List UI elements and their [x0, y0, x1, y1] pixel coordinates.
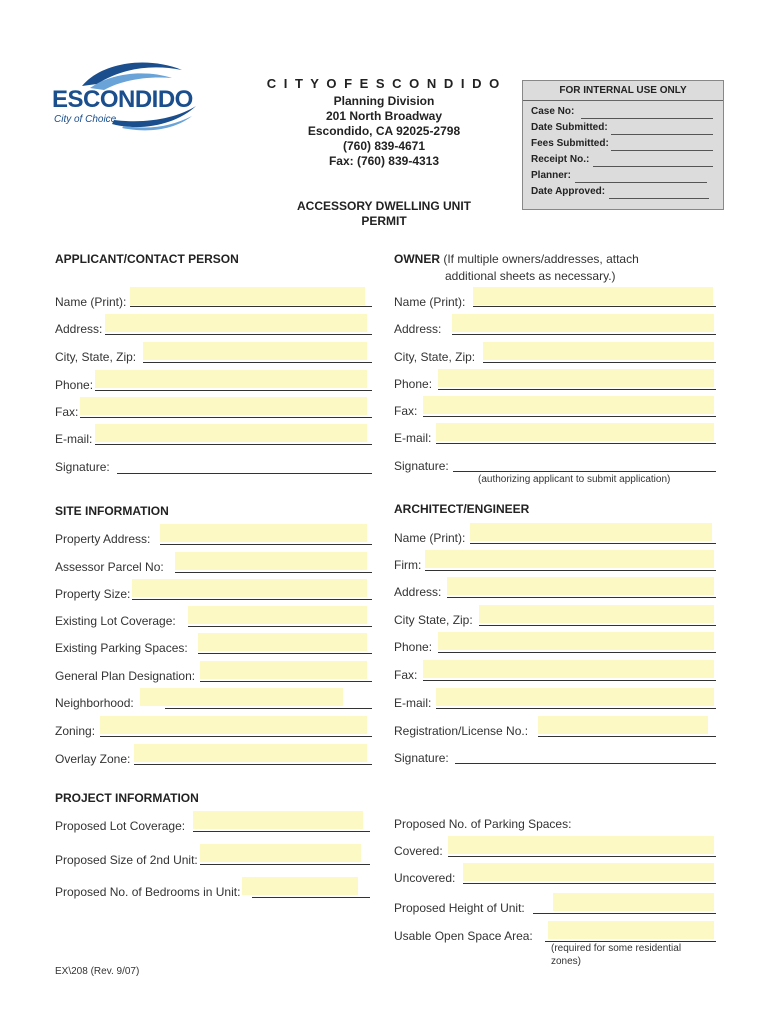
applicant-phone-input[interactable] — [95, 370, 367, 388]
internal-use-box — [522, 80, 724, 210]
form-id: EX\208 (Rev. 9/07) — [55, 966, 140, 977]
case-no-label: Case No: — [531, 106, 575, 117]
property-size-label: Property Size: — [55, 587, 131, 601]
owner-heading-note-2: additional sheets as necessary.) — [445, 269, 616, 283]
applicant-phone-label: Phone: — [55, 378, 94, 392]
architect-firm-input[interactable] — [425, 550, 714, 568]
applicant-city-label: City, State, Zip: — [55, 350, 137, 364]
architect-phone-label: Phone: — [394, 640, 433, 654]
zoning-label: Zoning: — [55, 724, 96, 738]
architect-email-input[interactable] — [436, 688, 714, 706]
owner-email-label: E-mail: — [394, 431, 432, 445]
open-space-input[interactable] — [548, 921, 714, 939]
date-submitted-label: Date Submitted: — [531, 122, 608, 133]
proposed-lot-coverage-label: Proposed Lot Coverage: — [55, 819, 186, 833]
architect-name-input[interactable] — [470, 523, 712, 541]
applicant-email-label: E-mail: — [55, 432, 93, 446]
owner-phone-label: Phone: — [394, 377, 433, 391]
applicant-address-input[interactable] — [105, 314, 367, 332]
internal-use-title: FOR INTERNAL USE ONLY — [559, 85, 687, 96]
owner-city-label: City, State, Zip: — [394, 350, 476, 364]
date-approved-label: Date Approved: — [531, 186, 606, 197]
address-line-1: 201 North Broadway — [325, 109, 443, 123]
logo-tagline: City of Choice — [54, 114, 117, 125]
covered-input[interactable] — [448, 836, 714, 854]
property-address-input[interactable] — [160, 524, 367, 542]
applicant-fax-input[interactable] — [80, 397, 367, 415]
covered-label: Covered: — [394, 844, 443, 858]
fees-submitted-label: Fees Submitted: — [531, 138, 609, 149]
property-size-input[interactable] — [132, 579, 367, 597]
phone-number: (760) 839-4671 — [342, 139, 426, 153]
proposed-height-input[interactable] — [553, 893, 714, 911]
site-heading: SITE INFORMATION — [55, 504, 169, 518]
parcel-no-label: Assessor Parcel No: — [55, 560, 164, 574]
proposed-height-label: Proposed Height of Unit: — [394, 901, 525, 915]
architect-firm-label: Firm: — [394, 558, 422, 572]
uncovered-input[interactable] — [463, 863, 714, 881]
city-logo — [52, 58, 200, 136]
project-heading: PROJECT INFORMATION — [55, 791, 199, 805]
planner-label: Planner: — [531, 170, 572, 181]
owner-city-input[interactable] — [483, 342, 714, 360]
form-title-line-2: PERMIT — [361, 214, 407, 228]
architect-fax-input[interactable] — [423, 660, 714, 678]
owner-name-input[interactable] — [473, 287, 713, 305]
owner-phone-input[interactable] — [438, 369, 714, 387]
open-space-note-1: (required for some residential — [551, 943, 682, 954]
proposed-size-input[interactable] — [200, 844, 361, 862]
division-name: Planning Division — [333, 94, 435, 108]
applicant-email-input[interactable] — [95, 424, 367, 442]
form-title-line-1: ACCESSORY DWELLING UNIT — [296, 199, 471, 213]
owner-heading-note: (If multiple owners/addresses, attach — [440, 252, 639, 266]
uncovered-label: Uncovered: — [394, 871, 456, 885]
owner-heading-title: OWNER — [394, 252, 440, 266]
general-plan-input[interactable] — [200, 661, 367, 679]
architect-city-label: City State, Zip: — [394, 613, 473, 627]
address-line-2: Escondido, CA 92025-2798 — [307, 124, 461, 138]
overlay-zone-input[interactable] — [134, 744, 367, 762]
existing-lot-coverage-label: Existing Lot Coverage: — [55, 614, 176, 628]
proposed-lot-coverage-input[interactable] — [193, 811, 363, 829]
open-space-label: Usable Open Space Area: — [394, 929, 533, 943]
owner-address-label: Address: — [394, 322, 442, 336]
zoning-input[interactable] — [100, 716, 367, 734]
applicant-fax-label: Fax: — [55, 405, 79, 419]
owner-fax-input[interactable] — [423, 396, 714, 414]
applicant-name-input[interactable] — [130, 287, 365, 305]
architect-name-label: Name (Print): — [394, 531, 466, 545]
architect-address-input[interactable] — [447, 577, 714, 595]
proposed-bedrooms-label: Proposed No. of Bedrooms in Unit: — [55, 885, 241, 899]
architect-heading: ARCHITECT/ENGINEER — [394, 502, 530, 516]
owner-email-input[interactable] — [436, 423, 714, 441]
owner-fax-label: Fax: — [394, 404, 418, 418]
general-plan-label: General Plan Designation: — [55, 669, 196, 683]
owner-signature-label: Signature: — [394, 459, 449, 473]
property-address-label: Property Address: — [55, 532, 151, 546]
fax-number: Fax: (760) 839-4313 — [328, 154, 440, 168]
applicant-address-label: Address: — [55, 322, 103, 336]
architect-signature-label: Signature: — [394, 751, 449, 765]
proposed-parking-label: Proposed No. of Parking Spaces: — [394, 817, 572, 831]
overlay-zone-label: Overlay Zone: — [55, 752, 131, 766]
owner-name-label: Name (Print): — [394, 295, 466, 309]
existing-parking-input[interactable] — [198, 633, 367, 651]
owner-address-input[interactable] — [452, 314, 714, 332]
neighborhood-input[interactable] — [140, 688, 343, 706]
proposed-size-label: Proposed Size of 2nd Unit: — [55, 853, 198, 867]
applicant-signature-line[interactable] — [117, 473, 372, 474]
license-no-label: Registration/License No.: — [394, 724, 529, 738]
owner-signature-note: (authorizing applicant to submit application) — [478, 474, 671, 485]
logo-name: ESCONDIDO — [52, 86, 193, 113]
applicant-heading: APPLICANT/CONTACT PERSON — [55, 252, 239, 266]
applicant-signature-label: Signature: — [55, 460, 110, 474]
existing-lot-coverage-input[interactable] — [188, 606, 367, 624]
owner-heading — [394, 252, 639, 266]
architect-city-input[interactable] — [479, 605, 714, 623]
open-space-note-2: zones) — [551, 956, 582, 967]
architect-address-label: Address: — [394, 585, 442, 599]
architect-phone-input[interactable] — [438, 632, 714, 650]
receipt-no-label: Receipt No.: — [531, 154, 590, 165]
neighborhood-label: Neighborhood: — [55, 696, 134, 710]
license-no-input[interactable] — [538, 716, 708, 734]
applicant-name-label: Name (Print): — [55, 295, 127, 309]
applicant-city-input[interactable] — [143, 342, 367, 360]
parcel-no-input[interactable] — [175, 552, 367, 570]
city-title: C I T Y O F E S C O N D I D O — [266, 76, 502, 91]
architect-signature-line[interactable] — [455, 763, 716, 764]
owner-signature-line[interactable] — [453, 471, 716, 472]
existing-parking-label: Existing Parking Spaces: — [55, 641, 188, 655]
proposed-bedrooms-input[interactable] — [242, 877, 358, 895]
architect-email-label: E-mail: — [394, 696, 432, 710]
architect-fax-label: Fax: — [394, 668, 418, 682]
